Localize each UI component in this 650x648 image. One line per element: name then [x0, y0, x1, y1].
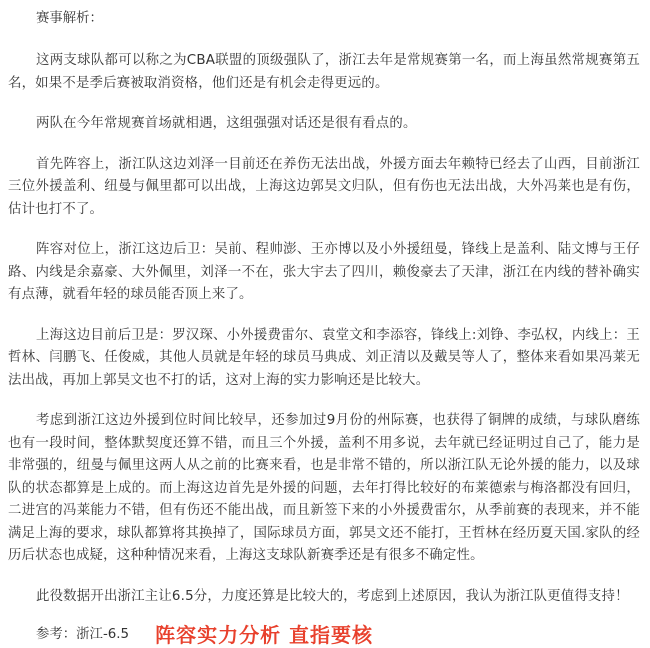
- paragraph-shanghai-lineup: 上海这边目前后卫是：罗汉琛、小外援费雷尔、袁堂文和李添容，锋线上:刘铮、李弘权，内线上：王哲林、闫鹏飞、任俊威，其他人员就是年轻的球员马典成、刘正清以及戴昊等人了，整体来看如果冯莱无法出战，再加上郭昊文也不打的话，这对上海的实力影响还是比较大。: [8, 327, 640, 388]
- article-heading: 赛事解析：: [36, 11, 103, 26]
- paragraph-first-meeting: 两队在今年常规赛首场就相遇，这组强强对话还是很有看点的。: [36, 116, 417, 131]
- paragraph-zhejiang-lineup: 阵容对位上，浙江这边后卫：吴前、程帅澎、王亦博以及小外援纽曼，锋线上是盖利、陆文博与王仔路、内线是余嘉豪、大外佩里，刘泽一不在，张大宇去了四川，赖俊豪去了天津，浙江在内线的替补确实有点薄，就看年轻的球员能否顶上来了。: [8, 242, 640, 302]
- paragraph-teams-intro: 这两支球队都可以称之为CBA联盟的顶级强队了，浙江去年是常规赛第一名，而上海虽然常规赛第五名，如果不是季后赛被取消资格，他们还是有机会走得更远的。: [8, 53, 640, 91]
- paragraph-injuries: 首先阵容上，浙江队这边刘泽一目前还在养伤无法出战，外援方面去年赖特已经去了山西，目前浙江三位外援盖利、纽曼与佩里都可以出战，上海这边郭昊文归队，但有伤也无法出战，大外冯莱也是有伤，估计也打不了。: [8, 156, 640, 217]
- paragraph-analysis: 考虑到浙江这边外援到位时间比较早，还参加过9月份的州际赛，也获得了铜牌的成绩，与球队磨练也有一段时间，整体默契度还算不错，而且三个外援，盖利不用多说，去年就已经证明过自己了，能力是非常强的，纽曼与佩里这两人从之前的比赛来看，也是非常不错的，所以浙江队无论外援的能力，以及球队的状态都算是上成的。而上海这边首先是外援的问题，去年打得比较好的布莱德索与梅洛都没有回归，二进宫的冯莱能力不错，但有伤还不能出战，而且新签下来的小外援费雷尔，从季前赛的表现来，并不能满足上海的要求，球队都算将其换掉了，国际球员方面，郭昊文还不能打，王哲林在经历夏天国.家队的经历后状态也成疑，这种种情况来看，上海这支球队新赛季还是有很多不确定性。: [8, 413, 640, 563]
- footer-row: [36, 622, 640, 648]
- highlight-slogan: 阵容实力分析 直指要核: [155, 623, 374, 647]
- paragraph-conclusion: 此役数据开出浙江主让6.5分，力度还算是比较大的，考虑到上述原因，我认为浙江队更值得支持！: [36, 588, 629, 604]
- reference-pick: 参考：浙江-6.5: [36, 627, 130, 642]
